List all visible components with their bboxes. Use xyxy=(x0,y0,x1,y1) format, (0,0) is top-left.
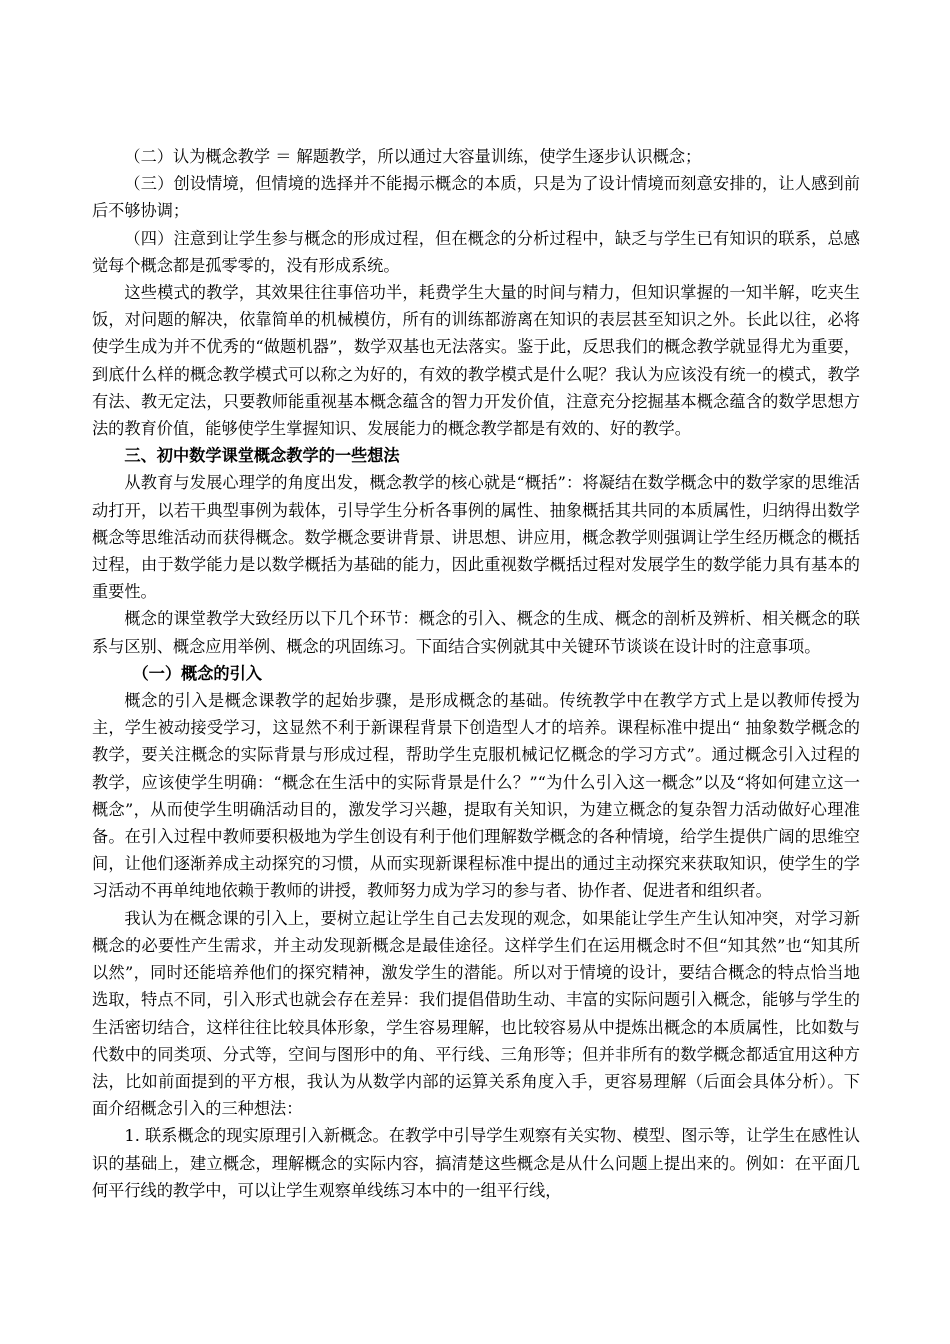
document-page xyxy=(92,143,860,1204)
paragraph-item-2: （二）认为概念教学 ＝ 解题教学，所以通过大容量训练，使学生逐步认识概念； xyxy=(124,147,702,166)
subsection-heading-1: （一）概念的引入 xyxy=(132,663,262,683)
paragraph-discovery: 我认为在概念课的引入上，要树立起让学生自己去发现的观念，如果能让学生产生认知冲突，对学习新概念的必要性产生需求，并主动发现新概念是最佳途径。这样学生们在运用概念时不但“知其然”也“知其所以然”，同时还能培养他们的探究精神，激发学生的潜能。所以对于情境的设计，要结合概念的特点恰当地选取，特点不同，引入形式也就会存在差异：我们提倡借助生动、丰富的实际问题引入概念，能够与学生的生活密切结合，这样往往比较具体形象，学生容易理解，也比较容易从中提炼出概念的本质属性，比如数与代数中的同类项、分式等，空间与图形中的角、平行线、三角形等；但并非所有的数学概念都适宜用这种方法，比如前面提到的平方根，我认为从数学内部的运算关系角度入手，更容易理解（后面会具体分析）。下面介绍概念引入的三种想法： xyxy=(92,908,860,1119)
paragraph-method-1: 1. 联系概念的现实原理引入新概念。在教学中引导学生观察有关实物、模型、图示等，让学生在感性认识的基础上，建立概念，理解概念的实际内容，搞清楚这些概念是从什么问题上提出来的。例如：在平面几何平行线的教学中，可以让学生观察单线练习本中的一组平行线， xyxy=(92,1126,860,1200)
paragraph-item-4: （四）注意到让学生参与概念的形成过程，但在概念的分析过程中，缺乏与学生已有知识的联系，总感觉每个概念都是孤零零的，没有形成系统。 xyxy=(92,228,860,275)
paragraph-item-3: （三）创设情境，但情境的选择并不能揭示概念的本质，只是为了设计情境而刻意安排的，让人感到前后不够协调； xyxy=(92,174,860,221)
paragraph-introduction: 概念的引入是概念课教学的起始步骤，是形成概念的基础。传统教学中在教学方式上是以教师传授为主，学生被动接受学习，这显然不利于新课程背景下创造型人才的培养。课程标准中提出“ 抽象数学概念的教学，要关注概念的实际背景与形成过程，帮助学生克服机械记忆概念的学习方式”。通过概念引入过程的教学，应该使学生明确：“概念在生活中的实际背景是什么？”“为什么引入这一概念”以及“将如何建立这一概念”，从而使学生明确活动目的，激发学习兴趣，提取有关知识，为建立概念的复杂智力活动做好心理准备。在引入过程中教师要积极地为学生创设有利于他们理解数学概念的各种情境，给学生提供广阔的思维空间，让他们逐渐养成主动探究的习惯，从而实现新课程标准中提出的通过主动探究来获取知识，使学生的学习活动不再单纯地依赖于教师的讲授，教师努力成为学习的参与者、协作者、促进者和组织者。 xyxy=(92,691,860,901)
section-heading-3: 三、初中数学课堂概念教学的一些想法 xyxy=(124,446,400,466)
paragraph-reflection: 这些模式的教学，其效果往往事倍功半，耗费学生大量的时间与精力，但知识掌握的一知半解，吃夹生饭，对问题的解决，依靠简单的机械模仿，所有的训练都游离在知识的表层甚至知识之外。长此以往，必将使学生成为并不优秀的“做题机器”，数学双基也无法落实。鉴于此，反思我们的概念教学就显得尤为重要，到底什么样的概念教学模式可以称之为好的，有效的教学模式是什么呢？我认为应该没有统一的模式，教学有法、教无定法，只要教师能重视基本概念蕴含的智力开发价值，注意充分挖掘基本概念蕴含的数学思想方法的教育价值，能够使学生掌握知识、发展能力的概念教学都是有效的、好的教学。 xyxy=(92,283,860,439)
paragraph-teaching-steps: 概念的课堂教学大致经历以下几个环节：概念的引入、概念的生成、概念的剖析及辨析、相关概念的联系与区别、概念应用举例、概念的巩固练习。下面结合实例就其中关键环节谈谈在设计时的注意事项。 xyxy=(92,609,860,656)
paragraph-generalization: 从教育与发展心理学的角度出发，概念教学的核心就是“概括”：将凝结在数学概念中的数学家的思维活动打开，以若干典型事例为载体，引导学生分析各事例的属性、抽象概括其共同的本质属性，归纳得出数学概念等思维活动而获得概念。数学概念要讲背景、讲思想、讲应用，概念教学则强调让学生经历概念的概括过程，由于数学能力是以数学概括为基础的能力，因此重视数学概括过程对发展学生的数学能力具有基本的重要性。 xyxy=(92,473,860,602)
